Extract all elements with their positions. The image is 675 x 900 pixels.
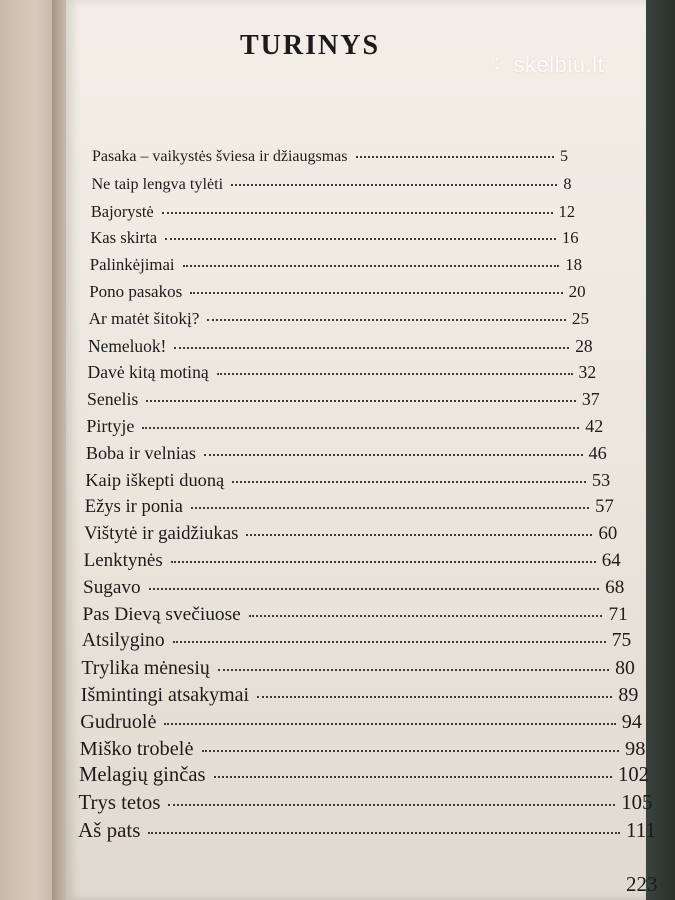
dot-leader — [148, 832, 620, 834]
toc-entry-page: 46 — [588, 442, 607, 463]
toc-entry-page: 60 — [598, 523, 618, 545]
dot-leader — [165, 238, 556, 240]
toc-entry — [91, 202, 575, 222]
toc-entry-title: Palinkėjimai — [89, 255, 175, 275]
dot-leader — [202, 750, 620, 752]
dot-leader — [191, 507, 589, 509]
toc-entry — [83, 577, 624, 599]
toc-entry-page: 94 — [621, 710, 642, 733]
toc-entry-title: Trylika mėnesių — [81, 657, 210, 680]
toc-entry-title: Kas skirta — [90, 228, 158, 248]
toc-entry — [90, 228, 578, 248]
toc-entry-page: 57 — [595, 496, 614, 518]
toc-entry — [82, 630, 631, 652]
toc-entry — [80, 711, 642, 734]
dot-leader — [218, 669, 609, 671]
dot-leader — [174, 347, 569, 349]
toc-entry-title: Gudruolė — [80, 710, 157, 733]
toc-entry-page: 8 — [563, 174, 572, 193]
toc-entry-page: 5 — [560, 148, 568, 165]
toc-entry-title: Pono pasakos — [89, 282, 183, 301]
toc-entry-title: Nemeluok! — [88, 335, 167, 356]
toc-entry-page: 111 — [626, 818, 656, 842]
toc-entry-title: Ežys ir ponia — [84, 496, 183, 518]
toc-entry-page: 16 — [561, 228, 579, 248]
page-number: 223 — [626, 872, 658, 896]
toc-entry-title: Vištytė ir gaidžiukas — [84, 523, 239, 545]
toc-entry — [84, 550, 621, 572]
toc-entry-title: Kaip iškepti duoną — [85, 469, 225, 490]
toc-entry — [85, 496, 614, 518]
watermark-logo-icon: ⁘ — [488, 52, 514, 77]
toc-entry-page: 25 — [571, 308, 590, 328]
toc-entry-page: 102 — [618, 764, 649, 787]
dot-leader — [207, 319, 566, 321]
toc-entry-title: Išmintingi atsakymai — [80, 684, 250, 706]
toc-entry-page: 53 — [591, 469, 611, 490]
toc-entry-page: 64 — [601, 550, 621, 571]
toc-entry-page: 32 — [578, 362, 597, 383]
toc-entry-title: Melagių ginčas — [79, 764, 206, 787]
dot-leader — [249, 615, 603, 617]
toc-entry-page: 12 — [558, 201, 576, 221]
toc-entry — [87, 389, 600, 410]
dot-leader — [183, 265, 560, 267]
dot-leader — [214, 776, 613, 778]
toc-entry-title: Pasaka – vaikystės šviesa ir džiaugsmas — [92, 148, 348, 165]
watermark-text: skelbiu.lt — [513, 52, 605, 77]
toc-entry-title: Sugavo — [83, 576, 141, 598]
toc-entry-title: Ar matėt šitokį? — [88, 308, 200, 328]
toc-entry — [88, 336, 593, 357]
dot-leader — [246, 534, 592, 536]
dot-leader — [142, 427, 579, 429]
toc-entry-page: 71 — [608, 603, 628, 625]
dot-leader — [232, 481, 586, 483]
toc-entry — [79, 764, 649, 787]
toc-entry-page: 42 — [585, 416, 604, 436]
toc-entry — [85, 470, 610, 491]
toc-entry — [88, 362, 597, 383]
toc-entry-page: 89 — [618, 684, 639, 706]
dot-leader — [356, 156, 555, 158]
dot-leader — [164, 723, 615, 725]
dot-leader — [146, 400, 576, 402]
dot-leader — [217, 373, 573, 375]
dot-leader — [149, 588, 600, 590]
dot-leader — [231, 184, 557, 186]
toc-entry — [80, 738, 646, 761]
toc-entry — [89, 309, 589, 329]
page-title: TURINYS — [240, 30, 381, 61]
toc-entry-page: 80 — [615, 657, 635, 680]
toc-entry-title: Bajorystė — [90, 201, 154, 221]
toc-entry-title: Trys tetos — [78, 791, 161, 815]
toc-entry — [84, 523, 617, 545]
toc-entry-title: Davė kitą motiną — [87, 362, 209, 383]
dot-leader — [168, 804, 615, 806]
toc-entry-page: 20 — [568, 282, 586, 301]
dot-leader — [204, 454, 583, 456]
toc-entry-page: 18 — [565, 255, 583, 275]
toc-entry — [92, 148, 568, 166]
toc-entry — [81, 684, 639, 707]
toc-entry-title: Boba ir velnias — [85, 442, 196, 463]
toc-entry — [86, 416, 603, 437]
dot-leader — [171, 561, 596, 563]
toc-entry-page: 98 — [625, 737, 646, 760]
dot-leader — [257, 696, 612, 698]
toc-entry-page: 37 — [581, 389, 600, 410]
toc-entry — [89, 282, 585, 302]
toc-entry-page: 75 — [611, 630, 632, 652]
dot-leader — [190, 292, 562, 294]
dot-leader — [162, 212, 553, 214]
toc-entry — [91, 175, 571, 194]
toc-entry-page: 105 — [621, 791, 653, 815]
toc-entry-title: Pas Dievą svečiuose — [82, 603, 241, 625]
toc-entry-page: 68 — [605, 576, 625, 598]
toc-entry-title: Miško trobelė — [79, 737, 194, 760]
toc-entry-title: Senelis — [86, 389, 139, 410]
dot-leader — [173, 641, 606, 643]
toc-entry — [90, 255, 582, 275]
toc-entry-title: Lenktynės — [83, 550, 163, 571]
toc-entry-title: Pirtyje — [86, 416, 135, 436]
toc-entry — [81, 657, 635, 680]
toc-entry — [86, 443, 607, 464]
toc-entry — [78, 818, 656, 843]
toc-entry-page: 28 — [575, 335, 593, 356]
toc-entry — [82, 604, 627, 626]
toc-entry-title: Aš pats — [78, 818, 141, 842]
toc-entry-title: Atsilygino — [81, 630, 165, 652]
toc-entry — [79, 791, 653, 815]
toc-entry-title: Ne taip lengva tylėti — [91, 174, 224, 193]
